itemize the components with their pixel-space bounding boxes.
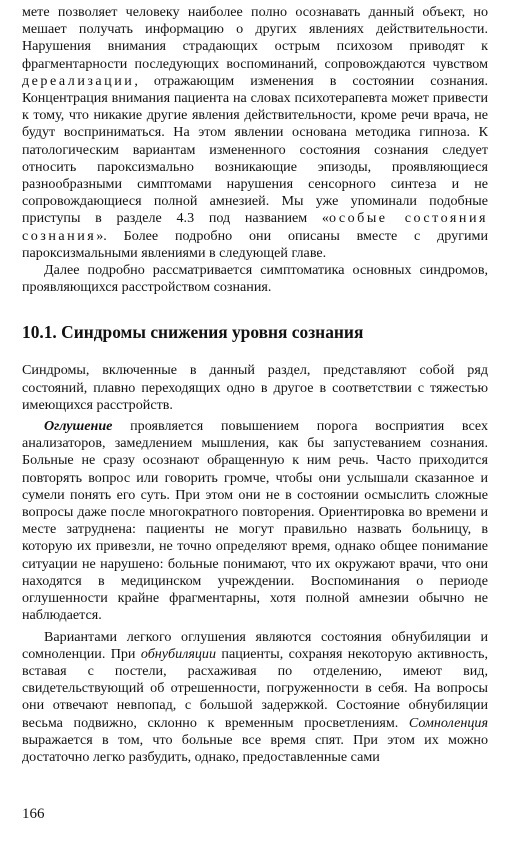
section-heading: 10.1. Синдромы снижения уровня сознания	[22, 322, 364, 343]
paragraph-altered-consciousness	[22, 4, 488, 262]
paragraph-text: Вариантами легкого оглушения являются состояния обнубиляции и сомноленции. При	[22, 628, 488, 662]
paragraph-stupor	[22, 418, 488, 624]
paragraph-text: пациенты, сохраняя некоторую активность, вставая с постели, расхаживая по отделению, имеют вид, свидетельствующий об отрешенности, погруженности в себя. На вопросы они отвечают невпопад, с большой задержкой. Состояние обнубиляции весьма подвижно, склонно к временным просветлениям.	[22, 645, 488, 731]
paragraph-text: выражается в том, что больные все время спят. При этом их можно достаточно легко разбудить, однако, предоставленные сами	[22, 731, 488, 765]
paragraph-text: , отражающим изменения в состоянии сознания. Концентрация внимания пациента на словах психотерапевта может привести к тому, что никакие другие явления действительности, кроме речи врача, не будут восприниматься. На этом явлении основана методика гипноза. К патологическим вариантам измененного состояния сознания следует относить пароксизмально возникающие эпизоды, проявляющиеся разнообразными симптомами нарушения сенсорного синтеза и не сопровождающиеся полной амнезией. Мы уже упоминали подобные приступы в разделе 4.3 под названием «	[22, 72, 488, 227]
paragraph-intro-syndromes: Далее подробно рассматривается симптоматика основных синдромов, проявляющихся расстройством сознания.	[22, 262, 488, 296]
paragraph-text: ». Более подробно они описаны вместе с другими пароксизмальными явлениями в следующей главе.	[22, 227, 488, 261]
term-obnubilation: обнубиляции	[140, 645, 217, 662]
spaced-term-special-states: особые состояния сознания	[22, 210, 488, 244]
paragraph-obnubilation	[22, 629, 488, 767]
spaced-term-derealization: дереализации	[22, 72, 135, 89]
page-body	[22, 4, 488, 766]
paragraph-text: мете позволяет человеку наиболее полно осознавать данный объект, но мешает получать информацию о других явлениях действительности. Нарушения внимания страдающих острым психозом приводят к фрагментарности последующих воспоминаний, сопровождаются чувством	[22, 4, 488, 72]
page-number: 166	[22, 806, 45, 822]
paragraph-text: проявляется повышением порога восприятия всех анализаторов, замедлением мышления, как бы запустеванием сознания. Больные не сразу осознают обращенную к ним речь. Часто приходится повторять вопрос или говорить громче, чтобы они услышали сказанное и сумели понять его суть. При этом они не в состоянии осмыслить сложные вопросы даже после многократного повторения. Ориентировка во времени и месте затруднена: пациенты не могут правильно назвать больницу, в которую их привезли, не точно определяют время, однако общее понимание ситуации не нарушено: больные понимают, что их окружают врачи, что они находятся в медицинском учреждении. Воспоминания о периоде оглушенности крайне фрагментарны, хотя полной амнезии обычно не наблюдается.	[22, 418, 488, 624]
term-stupor: Оглушение	[44, 418, 113, 435]
term-somnolence: Сомноленция	[408, 714, 488, 731]
paragraph-section-intro: Синдромы, включенные в данный раздел, представляют собой ряд состояний, плавно переходящих одно в другое в соответствии с тяжестью имеющихся расстройств.	[22, 362, 488, 413]
